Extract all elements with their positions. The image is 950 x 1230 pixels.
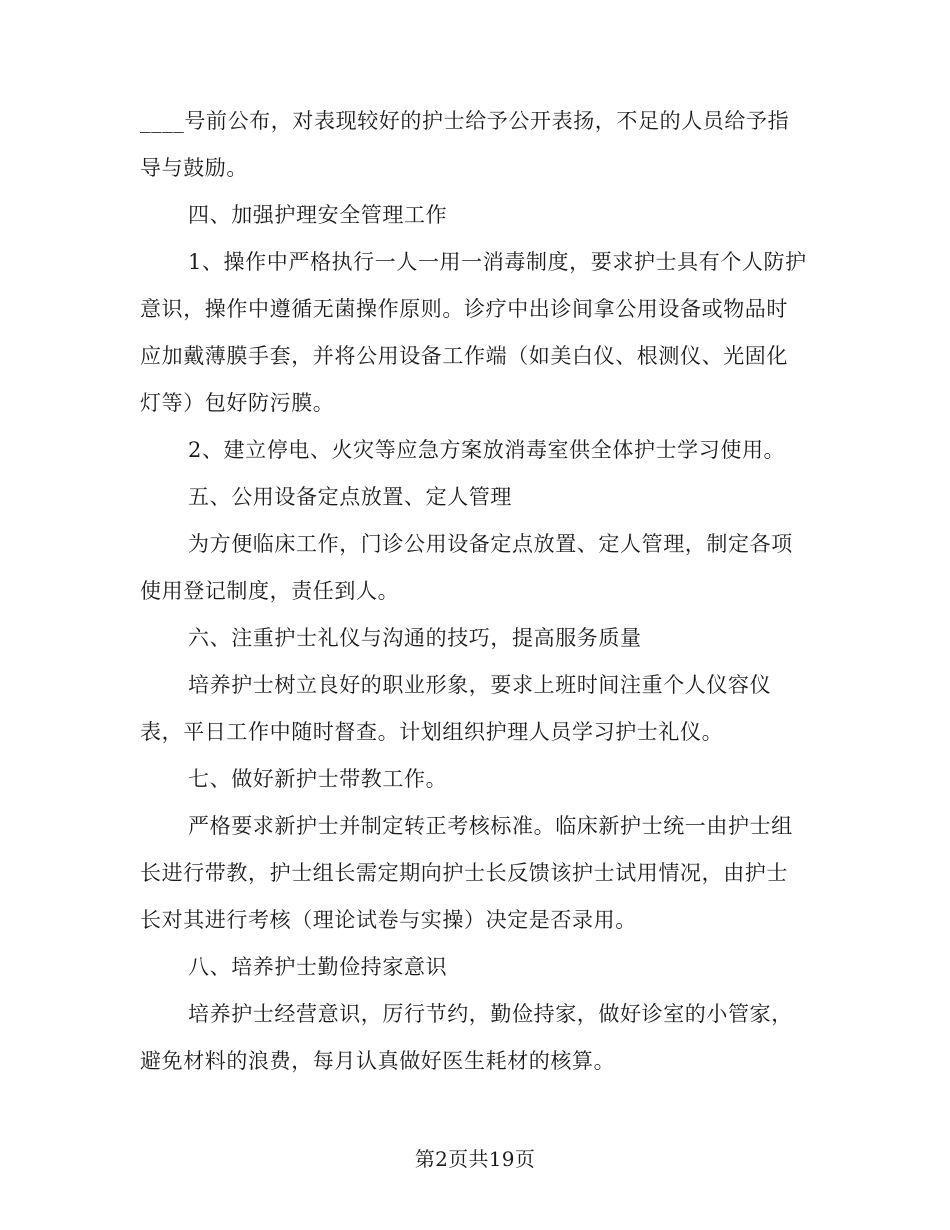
text-line: 避免材料的浪费，每月认真做好医生耗材的核算。 — [140, 1049, 616, 1073]
text-line: 表，平日工作中随时督查。计划组织护理人员学习护士礼仪。 — [140, 720, 724, 744]
text-line: 应加戴薄膜手套，并将公用设备工作端（如美白仪、根测仪、光固化 — [140, 344, 788, 368]
text-line: ____号前公布，对表现较好的护士给予公开表扬，不足的人员给予指 — [140, 109, 790, 133]
text-line: 意识，操作中遵循无菌操作原则。诊疗中出诊间拿公用设备或物品时 — [140, 297, 788, 321]
text-line: 长进行带教，护士组长需定期向护士长反馈该护士试用情况，由护士 — [140, 861, 788, 885]
document-body — [140, 98, 820, 1085]
text-line: 严格要求新护士并制定转正考核标准。临床新护士统一由护士组 — [188, 814, 793, 838]
text-line: 培养护士经营意识，厉行节约，勤俭持家，做好诊室的小管家， — [188, 1002, 793, 1026]
section-heading: 七、做好新护士带教工作。 — [188, 767, 448, 791]
section-heading: 五、公用设备定点放置、定人管理 — [188, 485, 512, 509]
text-line: 2、建立停电、火灾等应急方案放消毒室供全体护士学习使用。 — [188, 438, 786, 462]
text-line: 灯等）包好防污膜。 — [140, 391, 335, 415]
section-heading: 六、注重护士礼仪与沟通的技巧，提高服务质量 — [188, 626, 642, 650]
text-line: 1、操作中严格执行一人一用一消毒制度，要求护士具有个人防护 — [188, 250, 807, 274]
section-heading: 四、加强护理安全管理工作 — [188, 203, 448, 227]
section-heading: 八、培养护士勤俭持家意识 — [188, 955, 448, 979]
page-number-footer: 第2页共19页 — [414, 1147, 536, 1171]
text-line: 为方便临床工作，门诊公用设备定点放置、定人管理，制定各项 — [188, 532, 793, 556]
text-line: 培养护士树立良好的职业形象，要求上班时间注重个人仪容仪 — [188, 673, 772, 697]
text-line: 导与鼓励。 — [140, 156, 248, 180]
text-line: 使用登记制度，责任到人。 — [140, 579, 400, 603]
text-line: 长对其进行考核（理论试卷与实操）决定是否录用。 — [140, 908, 637, 932]
